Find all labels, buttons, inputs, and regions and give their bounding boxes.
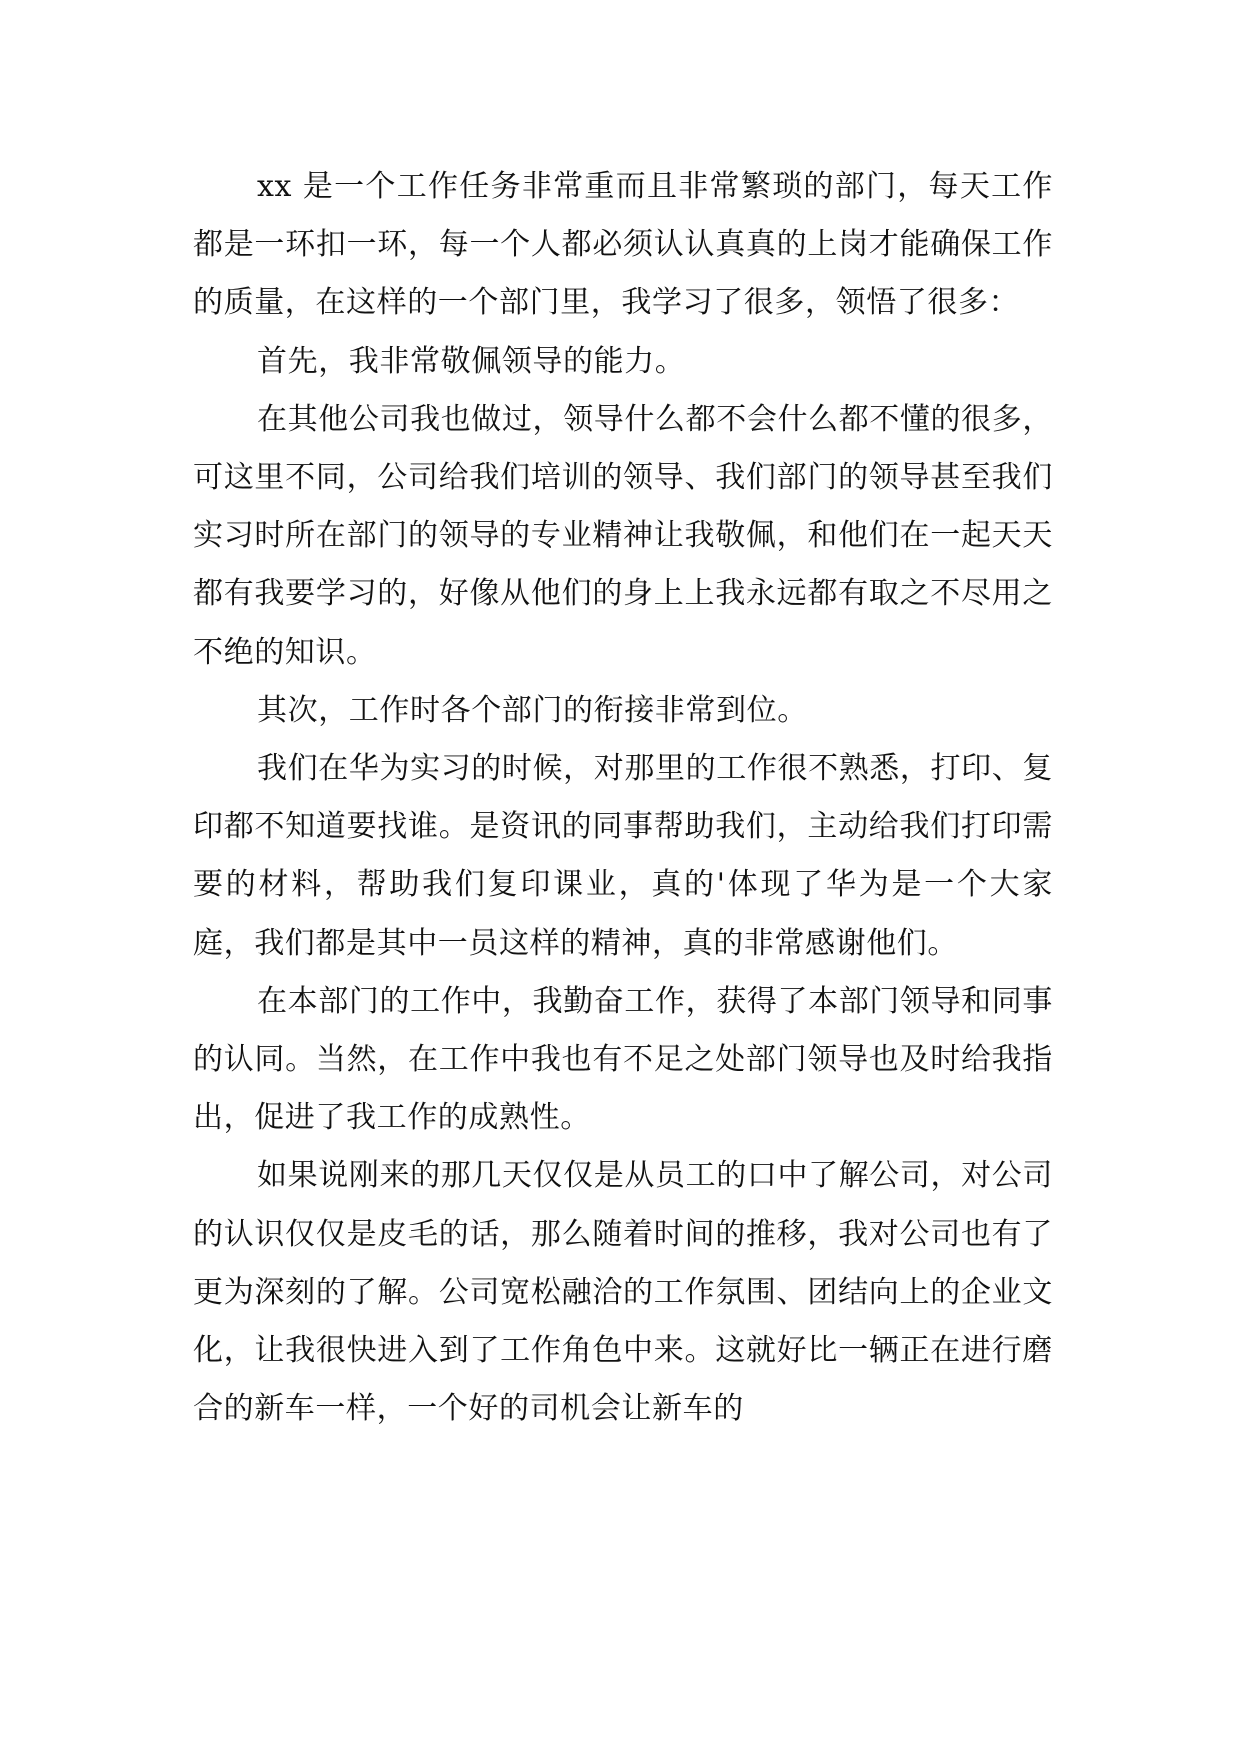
paragraph-3: 在其他公司我也做过，领导什么都不会什么都不懂的很多，可这里不同，公司给我们培训的领导、我们部门的领导甚至我们实习时所在部门的领导的专业精神让我敬佩，和他们在一起天天都有我要学习的，好像从他们的身上上我永远都有取之不尽用之不绝的知识。 [193, 401, 1053, 670]
paragraph-2: 首先，我非常敬佩领导的能力。 [257, 343, 686, 379]
paragraph-7: 如果说刚来的那几天仅仅是从员工的口中了解公司，对公司的认识仅仅是皮毛的话，那么随着时间的推移，我对公司也有了更为深刻的了解。公司宽松融洽的工作氛围、团结向上的企业文化，让我很快进入到了工作角色中来。这就好比一辆正在进行磨合的新车一样，一个好的司机会让新车的 [193, 1158, 1053, 1427]
document-page [193, 158, 1053, 1438]
paragraph-1: xx 是一个工作任务非常重而且非常繁琐的部门，每天工作都是一环扣一环，每一个人都必须认认真真的上岗才能确保工作的质量，在这样的一个部门里，我学习了很多，领悟了很多： [193, 169, 1053, 321]
paragraph-5: 我们在华为实习的时候，对那里的工作很不熟悉，打印、复印都不知道要找谁。是资讯的同事帮助我们，主动给我们打印需要的材料，帮助我们复印课业，真的'体现了华为是一个大家庭，我们都是其中一员这样的精神，真的非常感谢他们。 [193, 751, 1053, 961]
paragraph-4: 其次，工作时各个部门的衔接非常到位。 [257, 692, 808, 728]
paragraph-6: 在本部门的工作中，我勤奋工作，获得了本部门领导和同事的认同。当然，在工作中我也有不足之处部门领导也及时给我指出，促进了我工作的成熟性。 [193, 983, 1053, 1136]
